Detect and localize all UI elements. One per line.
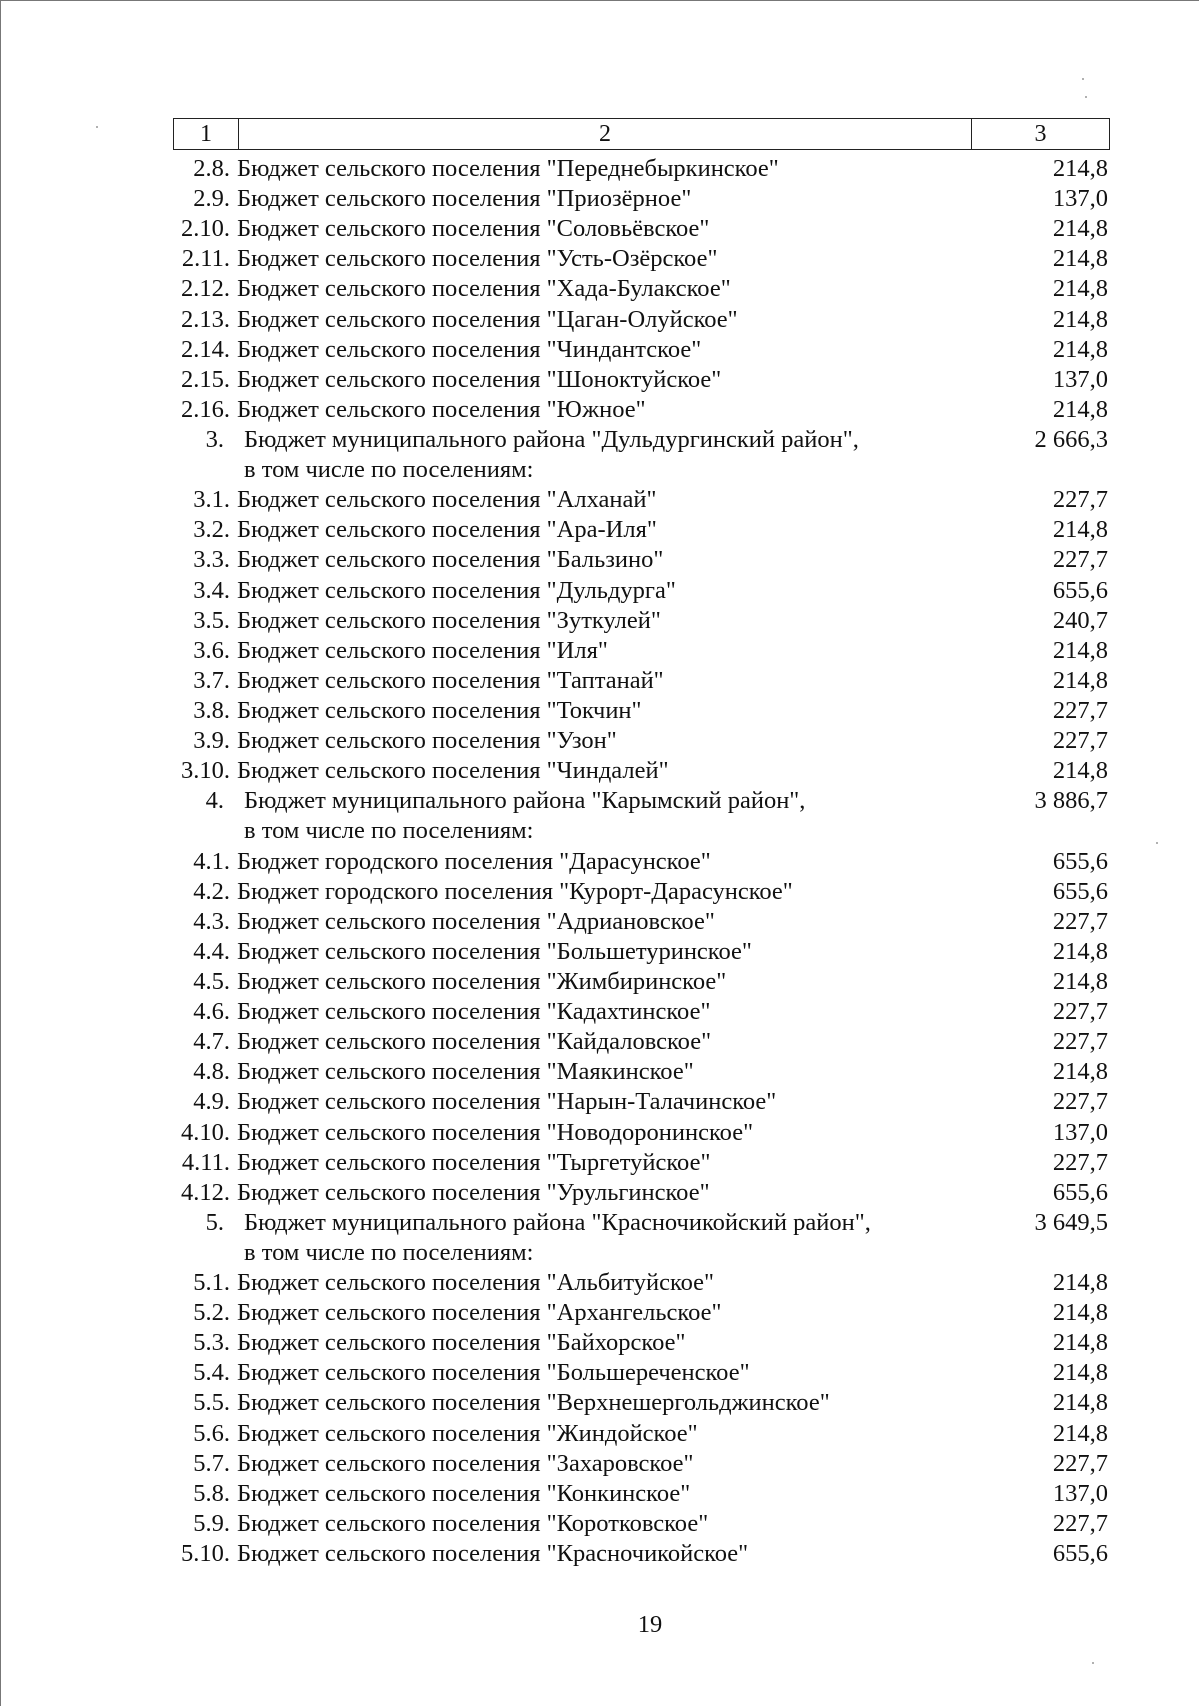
row-number: 4.7. bbox=[193, 1028, 230, 1056]
row-amount: 655,6 bbox=[1052, 576, 1108, 604]
header-col-amount: 3 bbox=[1034, 120, 1047, 147]
row-number: 4.10. bbox=[181, 1118, 230, 1146]
row-amount: 227,7 bbox=[1052, 1449, 1108, 1477]
row-amount: 227,7 bbox=[1052, 486, 1108, 514]
row-number: 5.3. bbox=[193, 1329, 230, 1357]
row-description: Бюджет сельского поселения "Жиндойское" bbox=[237, 1419, 698, 1447]
row-description: Бюджет муниципального района "Карымский район", bbox=[244, 787, 806, 815]
table-row bbox=[150, 576, 1110, 606]
row-number: 5.7. bbox=[193, 1449, 230, 1477]
row-number: 5.5. bbox=[193, 1389, 230, 1417]
row-description: Бюджет сельского поселения "Новодоронинское" bbox=[237, 1118, 754, 1146]
row-description: Бюджет сельского поселения "Чиндантское" bbox=[237, 335, 702, 363]
row-amount: 214,8 bbox=[1052, 1419, 1108, 1447]
row-number: 3.4. bbox=[193, 576, 230, 604]
row-description: Бюджет сельского поселения "Чиндалей" bbox=[237, 757, 669, 785]
row-description: Бюджет сельского поселения "Узон" bbox=[237, 727, 617, 755]
row-description: Бюджет сельского поселения "Токчин" bbox=[237, 696, 642, 724]
row-amount: 214,8 bbox=[1052, 636, 1108, 664]
row-description: в том числе по поселениям: bbox=[244, 1238, 534, 1266]
row-description: Бюджет сельского поселения "Хада-Булакское" bbox=[237, 275, 731, 303]
row-number: 4.11. bbox=[181, 1148, 230, 1176]
row-amount: 655,6 bbox=[1052, 1178, 1108, 1206]
row-amount: 137,0 bbox=[1052, 1479, 1108, 1507]
row-description: Бюджет сельского поселения "Альбитуйское" bbox=[237, 1269, 715, 1297]
row-description: Бюджет сельского поселения "Нарын-Талачинское" bbox=[237, 1088, 777, 1116]
table-row bbox=[150, 305, 1110, 335]
table-row bbox=[150, 1027, 1110, 1057]
row-amount bbox=[960, 816, 1110, 846]
table-row bbox=[150, 214, 1110, 244]
table-row bbox=[150, 847, 1110, 877]
table-row bbox=[150, 184, 1110, 214]
table-header-row bbox=[173, 118, 1110, 150]
row-description: Бюджет сельского поселения "Кадахтинское" bbox=[237, 998, 711, 1026]
header-col-number: 1 bbox=[174, 119, 239, 149]
row-number: 3.3. bbox=[193, 546, 230, 574]
table-row bbox=[150, 1449, 1110, 1479]
row-amount: 214,8 bbox=[1052, 245, 1108, 273]
budget-table-body bbox=[150, 154, 1110, 1569]
row-description: Бюджет сельского поселения "Тыргетуйское" bbox=[237, 1148, 711, 1176]
row-description: Бюджет сельского поселения "Архангельское" bbox=[237, 1299, 722, 1327]
row-amount: 214,8 bbox=[1052, 335, 1108, 363]
row-amount: 214,8 bbox=[1052, 215, 1108, 243]
scan-speck bbox=[1156, 842, 1158, 844]
scan-speck bbox=[1085, 96, 1087, 98]
row-description: Бюджет сельского поселения "Усть-Озёрское" bbox=[237, 245, 718, 273]
row-number: 2.8. bbox=[193, 155, 230, 182]
table-row bbox=[150, 274, 1110, 304]
row-amount: 227,7 bbox=[1052, 1088, 1108, 1116]
row-number: 2.15. bbox=[181, 365, 230, 393]
section-row bbox=[150, 425, 1110, 455]
scan-speck bbox=[1092, 1662, 1094, 1664]
row-number: 4.6. bbox=[193, 998, 230, 1026]
row-amount: 214,8 bbox=[1052, 155, 1108, 182]
row-amount: 214,8 bbox=[1052, 1329, 1108, 1357]
row-description: Бюджет сельского поселения "Захаровское" bbox=[237, 1449, 694, 1477]
row-number: 4.5. bbox=[193, 967, 230, 995]
table-row bbox=[150, 1268, 1110, 1298]
table-row bbox=[150, 1148, 1110, 1178]
row-description: Бюджет городского поселения "Курорт-Дарасунское" bbox=[237, 877, 793, 905]
row-number: 4.4. bbox=[193, 937, 230, 965]
row-number: 3.1. bbox=[193, 486, 230, 514]
row-description: Бюджет сельского поселения "Цаган-Олуйское" bbox=[237, 305, 738, 333]
section-row bbox=[150, 786, 1110, 816]
row-description: Бюджет сельского поселения "Байхорское" bbox=[237, 1329, 686, 1357]
table-row bbox=[150, 1479, 1110, 1509]
row-amount bbox=[960, 455, 1110, 485]
table-row bbox=[150, 545, 1110, 575]
table-row bbox=[150, 1419, 1110, 1449]
row-description: Бюджет сельского поселения "Шоноктуйское" bbox=[237, 365, 722, 393]
row-number: 3.2. bbox=[193, 516, 230, 544]
table-row bbox=[150, 636, 1110, 666]
row-amount: 214,8 bbox=[1052, 275, 1108, 303]
row-description: в том числе по поселениям: bbox=[244, 817, 534, 845]
scan-speck bbox=[1082, 78, 1084, 80]
row-description: Бюджет сельского поселения "Алханай" bbox=[237, 486, 657, 514]
row-number: 2.9. bbox=[193, 185, 230, 213]
row-number: 3.5. bbox=[193, 606, 230, 634]
row-description: Бюджет сельского поселения "Адриановское" bbox=[237, 907, 715, 935]
table-row bbox=[150, 485, 1110, 515]
row-amount: 655,6 bbox=[1052, 847, 1108, 875]
row-number bbox=[150, 816, 244, 846]
row-amount: 214,8 bbox=[1052, 757, 1108, 785]
row-number: 5.8. bbox=[193, 1479, 230, 1507]
row-number: 4.2. bbox=[193, 877, 230, 905]
table-row bbox=[150, 1087, 1110, 1117]
row-number: 4.12. bbox=[181, 1178, 230, 1206]
row-number bbox=[150, 455, 244, 485]
row-amount: 214,8 bbox=[1052, 305, 1108, 333]
row-number: 3.10. bbox=[181, 757, 230, 785]
row-amount: 214,8 bbox=[1052, 516, 1108, 544]
table-row bbox=[150, 666, 1110, 696]
table-row bbox=[150, 606, 1110, 636]
row-description: Бюджет сельского поселения "Большереченское" bbox=[237, 1359, 750, 1387]
row-number: 3.9. bbox=[193, 727, 230, 755]
table-row bbox=[150, 1388, 1110, 1418]
table-row bbox=[150, 154, 1110, 184]
row-amount: 3 649,5 bbox=[1034, 1208, 1108, 1236]
table-row bbox=[150, 515, 1110, 545]
row-number: 4.8. bbox=[193, 1058, 230, 1086]
row-description: Бюджет сельского поселения "Верхнешергольджинское" bbox=[237, 1389, 830, 1417]
row-description: Бюджет сельского поселения "Маякинское" bbox=[237, 1058, 694, 1086]
row-amount: 227,7 bbox=[1052, 727, 1108, 755]
row-description: Бюджет городского поселения "Дарасунское" bbox=[237, 847, 711, 875]
row-description: Бюджет сельского поселения "Иля" bbox=[237, 636, 608, 664]
row-amount: 655,6 bbox=[1052, 877, 1108, 905]
section-row bbox=[150, 1208, 1110, 1238]
row-amount: 137,0 bbox=[1052, 1118, 1108, 1146]
row-description: Бюджет муниципального района "Красночикойский район", bbox=[244, 1208, 871, 1236]
table-row bbox=[150, 756, 1110, 786]
row-amount: 227,7 bbox=[1052, 1148, 1108, 1176]
row-amount: 3 886,7 bbox=[1034, 787, 1108, 815]
row-number: 5.1. bbox=[193, 1269, 230, 1297]
row-description: Бюджет муниципального района "Дульдургинский район", bbox=[244, 425, 859, 453]
row-number: 2.12. bbox=[181, 275, 230, 303]
row-amount: 214,8 bbox=[1052, 967, 1108, 995]
row-amount: 227,7 bbox=[1052, 1028, 1108, 1056]
row-number: 5. bbox=[205, 1208, 224, 1236]
row-amount: 227,7 bbox=[1052, 696, 1108, 724]
table-row bbox=[150, 1539, 1110, 1569]
table-row bbox=[150, 997, 1110, 1027]
row-number: 3. bbox=[205, 425, 224, 453]
row-number: 4.3. bbox=[193, 907, 230, 935]
scan-speck bbox=[96, 126, 98, 128]
row-number: 5.9. bbox=[193, 1509, 230, 1537]
row-number: 5.2. bbox=[193, 1299, 230, 1327]
row-amount: 214,8 bbox=[1052, 1299, 1108, 1327]
section-continuation-row bbox=[150, 816, 1110, 846]
row-amount: 214,8 bbox=[1052, 395, 1108, 423]
row-number: 5.10. bbox=[181, 1540, 230, 1568]
row-amount: 227,7 bbox=[1052, 546, 1108, 574]
row-amount: 2 666,3 bbox=[1034, 425, 1108, 453]
row-amount: 655,6 bbox=[1052, 1540, 1108, 1568]
row-description: Бюджет сельского поселения "Большетуринское" bbox=[237, 937, 752, 965]
row-number: 2.10. bbox=[181, 215, 230, 243]
row-number: 4.1. bbox=[193, 847, 230, 875]
table-row bbox=[150, 1509, 1110, 1539]
row-amount bbox=[960, 1238, 1110, 1268]
row-amount: 137,0 bbox=[1052, 365, 1108, 393]
row-number bbox=[150, 1238, 244, 1268]
table-row bbox=[150, 967, 1110, 997]
row-description: в том числе по поселениям: bbox=[244, 456, 534, 484]
row-number: 5.4. bbox=[193, 1359, 230, 1387]
row-number: 2.16. bbox=[181, 395, 230, 423]
table-row bbox=[150, 365, 1110, 395]
table-row bbox=[150, 937, 1110, 967]
row-number: 5.6. bbox=[193, 1419, 230, 1447]
row-amount: 227,7 bbox=[1052, 907, 1108, 935]
table-row bbox=[150, 1328, 1110, 1358]
row-number: 3.6. bbox=[193, 636, 230, 664]
table-row bbox=[150, 1057, 1110, 1087]
row-description: Бюджет сельского поселения "Зуткулей" bbox=[237, 606, 661, 634]
row-amount: 227,7 bbox=[1052, 998, 1108, 1026]
table-row bbox=[150, 907, 1110, 937]
row-description: Бюджет сельского поселения "Кайдаловское" bbox=[237, 1028, 712, 1056]
table-row bbox=[150, 244, 1110, 274]
table-row bbox=[150, 696, 1110, 726]
row-number: 2.14. bbox=[181, 335, 230, 363]
row-description: Бюджет сельского поселения "Таптанай" bbox=[237, 666, 664, 694]
page-number: 19 bbox=[637, 1611, 663, 1638]
section-continuation-row bbox=[150, 1238, 1110, 1268]
table-row bbox=[150, 1298, 1110, 1328]
row-description: Бюджет сельского поселения "Ара-Иля" bbox=[237, 516, 657, 544]
row-amount: 227,7 bbox=[1052, 1509, 1108, 1537]
row-description: Бюджет сельского поселения "Бальзино" bbox=[237, 546, 664, 574]
row-amount: 214,8 bbox=[1052, 666, 1108, 694]
row-description: Бюджет сельского поселения "Конкинское" bbox=[237, 1479, 691, 1507]
table-row bbox=[150, 335, 1110, 365]
row-amount: 214,8 bbox=[1052, 1359, 1108, 1387]
row-description: Бюджет сельского поселения "Дульдурга" bbox=[237, 576, 676, 604]
row-amount: 137,0 bbox=[1052, 185, 1108, 213]
row-description: Бюджет сельского поселения "Приозёрное" bbox=[237, 185, 692, 213]
table-row bbox=[150, 1178, 1110, 1208]
table-row bbox=[150, 1358, 1110, 1388]
row-description: Бюджет сельского поселения "Урульгинское" bbox=[237, 1178, 710, 1206]
table-row bbox=[150, 395, 1110, 425]
row-amount: 240,7 bbox=[1052, 606, 1108, 634]
row-number: 4.9. bbox=[193, 1088, 230, 1116]
row-number: 4. bbox=[205, 787, 224, 815]
row-number: 3.7. bbox=[193, 666, 230, 694]
row-description: Бюджет сельского поселения "Жимбиринское" bbox=[237, 967, 727, 995]
table-row bbox=[150, 1118, 1110, 1148]
row-number: 2.13. bbox=[181, 305, 230, 333]
row-description: Бюджет сельского поселения "Переднебыркинское" bbox=[237, 155, 779, 182]
header-col-description: 2 bbox=[239, 119, 972, 149]
section-continuation-row bbox=[150, 455, 1110, 485]
row-description: Бюджет сельского поселения "Соловьёвское" bbox=[237, 215, 710, 243]
row-amount: 214,8 bbox=[1052, 1389, 1108, 1417]
row-amount: 214,8 bbox=[1052, 1269, 1108, 1297]
table-row bbox=[150, 877, 1110, 907]
row-description: Бюджет сельского поселения "Красночикойское" bbox=[237, 1540, 749, 1568]
row-number: 3.8. bbox=[193, 696, 230, 724]
row-amount: 214,8 bbox=[1052, 1058, 1108, 1086]
table-row bbox=[150, 726, 1110, 756]
row-amount: 214,8 bbox=[1052, 937, 1108, 965]
row-number: 2.11. bbox=[181, 245, 230, 273]
row-description: Бюджет сельского поселения "Южное" bbox=[237, 395, 646, 423]
row-description: Бюджет сельского поселения "Коротковское" bbox=[237, 1509, 709, 1537]
